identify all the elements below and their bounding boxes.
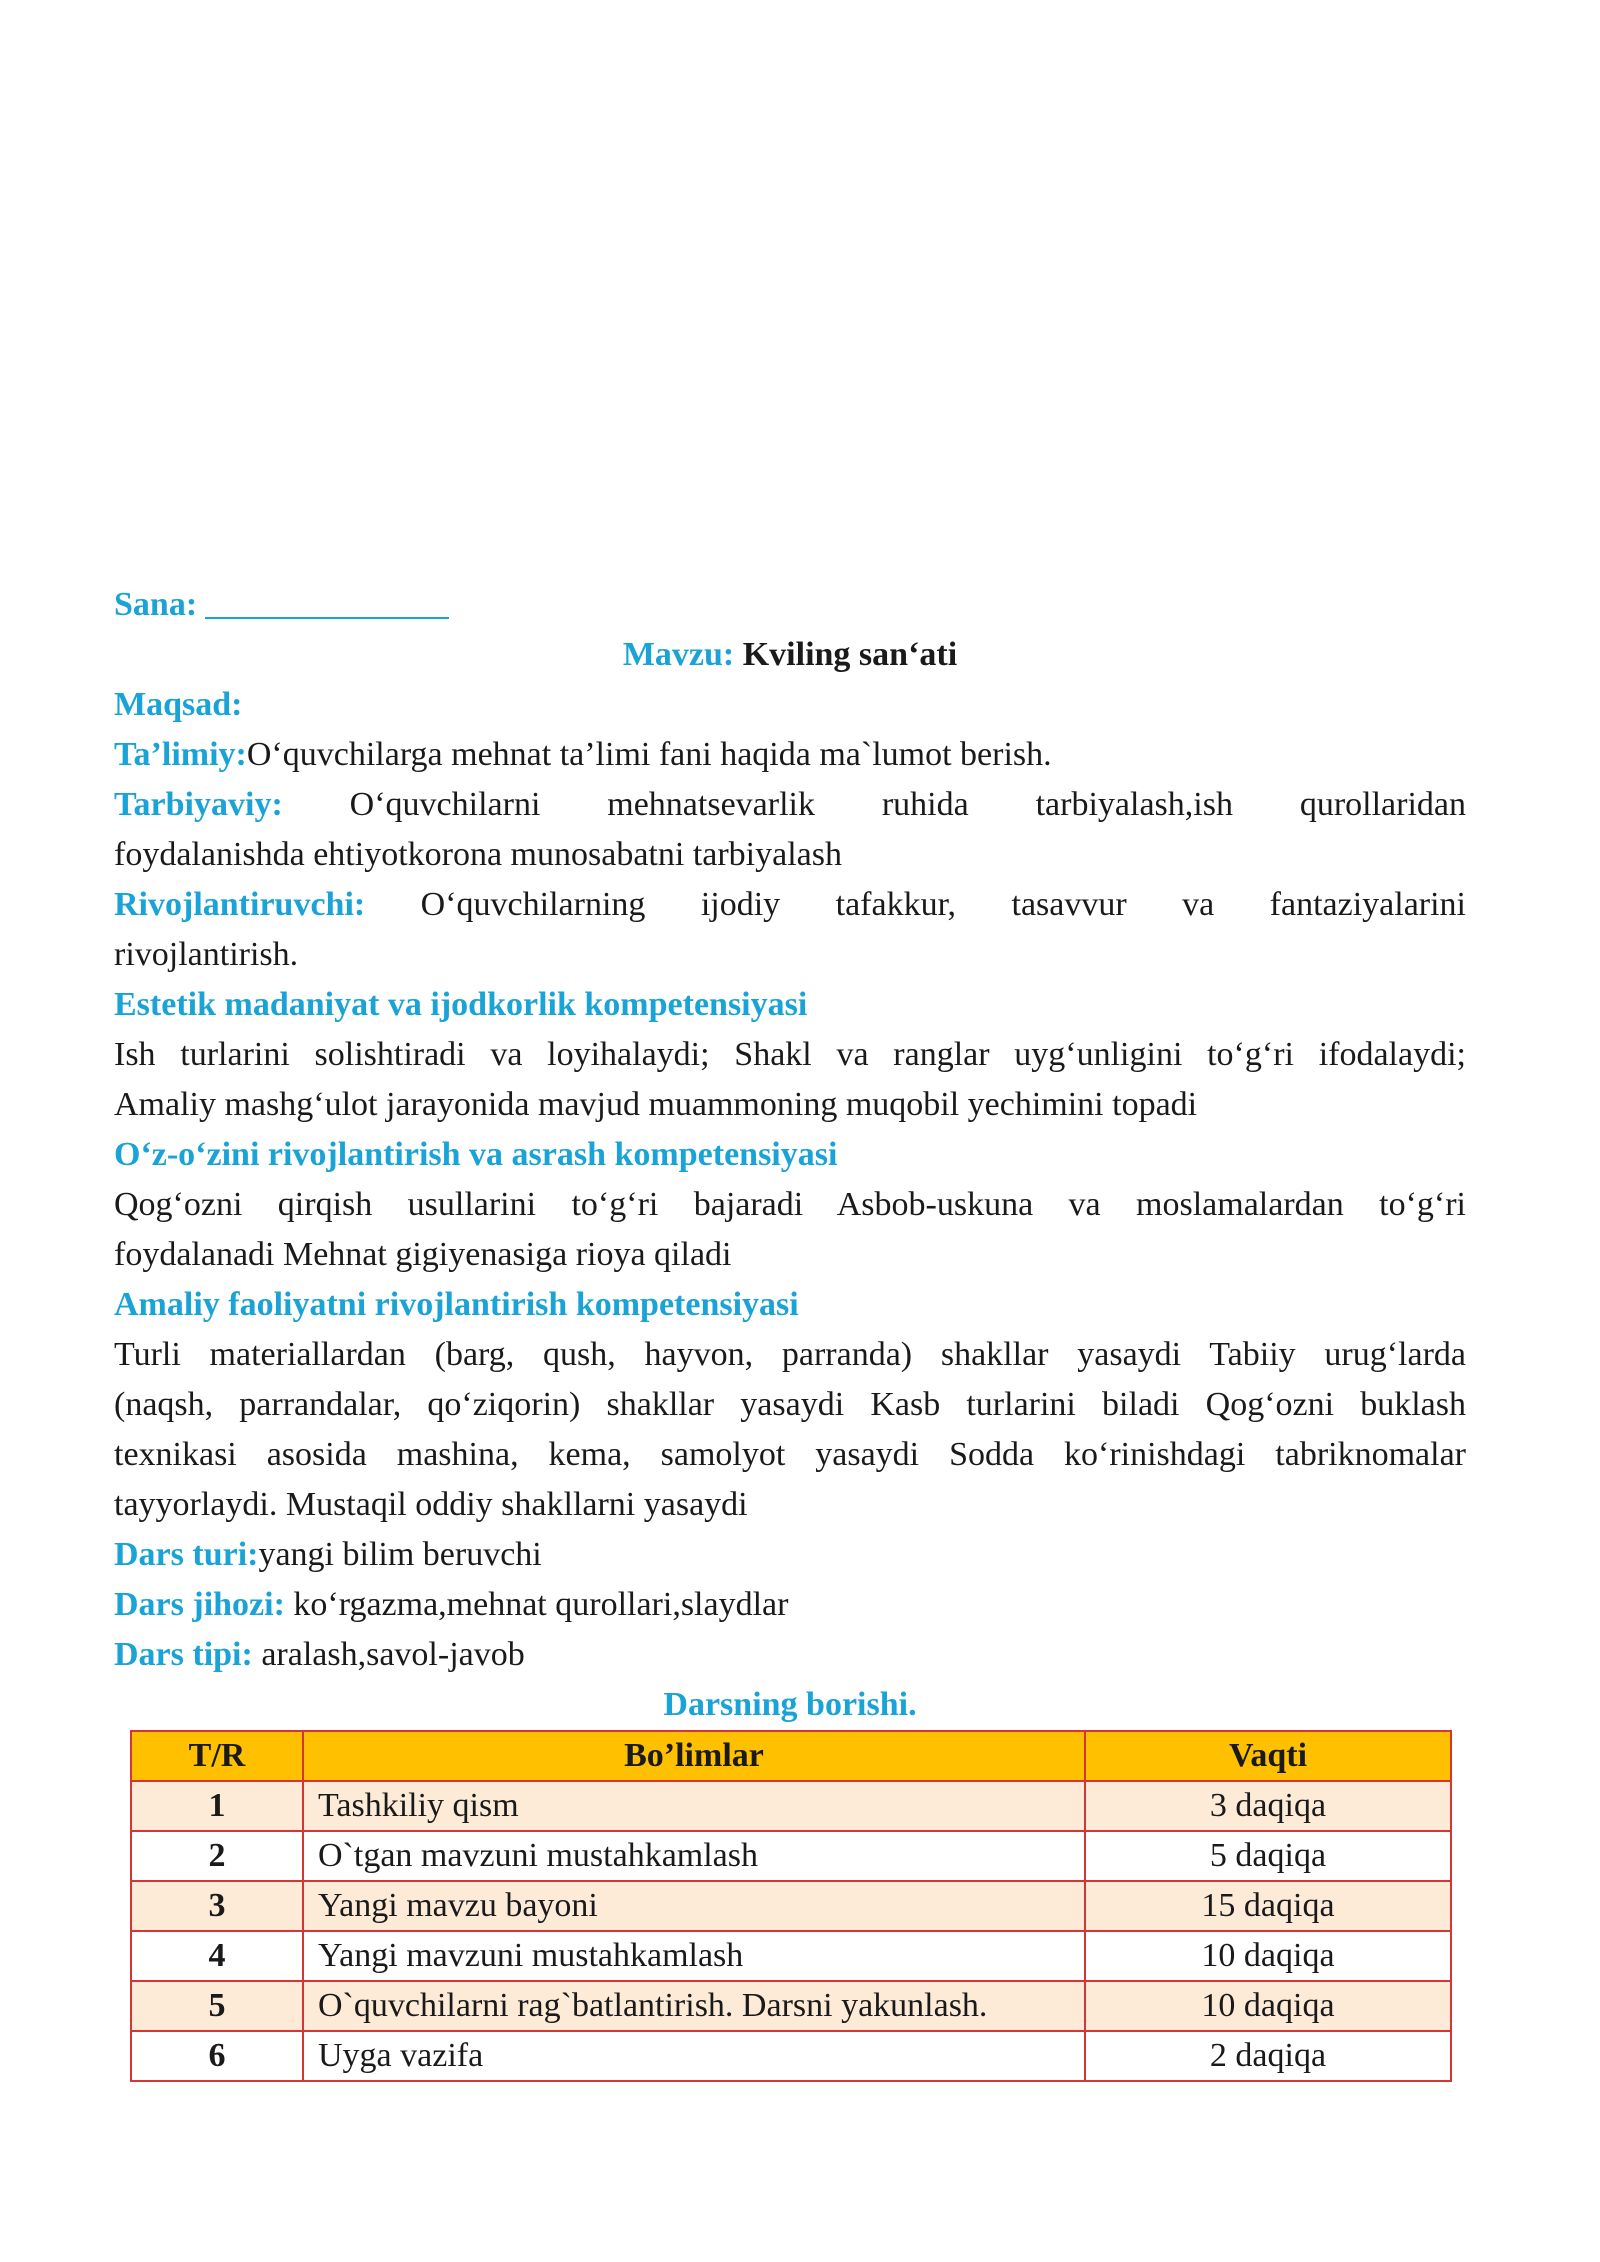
competency-title-2: O‘z-o‘zini rivojlantirish va asrash kompetensiyasi: [114, 1136, 838, 1173]
plan-title: Darsning borishi.: [663, 1686, 917, 1723]
competency-2-line-1: Qog‘ozni qirqish usullarini to‘g‘ri bajaradi Asbob-uskuna va moslamalardan to‘g‘ri: [114, 1186, 1466, 1223]
row-number: 1: [131, 1781, 303, 1831]
lesson-equipment-line: [114, 1580, 1466, 1630]
row-time: 10 daqiqa: [1085, 1981, 1451, 2031]
row-section: Tashkiliy qism: [303, 1781, 1085, 1831]
competency-3-line-3: texnikasi asosida mashina, kema, samolyot yasaydi Sodda ko‘rinishdagi tabriknomalar: [114, 1436, 1466, 1473]
table-row: [131, 1881, 1451, 1931]
topic-line: [114, 630, 1466, 680]
competency-3-line-1: Turli materiallardan (barg, qush, hayvon, parranda) shakllar yasaydi Tabiiy urug‘larda: [114, 1336, 1466, 1373]
lesson-equipment-label: Dars jihozi:: [114, 1586, 285, 1623]
developing-text-1: O‘quvchilarning ijodiy tafakkur, tasavvur va fantaziyalarini: [420, 886, 1466, 923]
table-row: [131, 1931, 1451, 1981]
lesson-kind-label: Dars tipi:: [114, 1636, 253, 1673]
date-label: Sana:: [114, 586, 198, 623]
lesson-type-label: Dars turi:: [114, 1536, 259, 1573]
header-number: T/R: [131, 1731, 303, 1781]
lesson-type-value: yangi bilim beruvchi: [258, 1536, 542, 1573]
row-section: O`quvchilarni rag`batlantirish. Darsni yakunlash.: [303, 1981, 1085, 2031]
upbringing-text-1: O‘quvchilarni mehnatsevarlik ruhida tarbiyalash,ish qurollaridan: [349, 786, 1466, 823]
upbringing-label: Tarbiyaviy:: [114, 786, 283, 823]
row-section: Yangi mavzu bayoni: [303, 1881, 1085, 1931]
row-time: 5 daqiqa: [1085, 1831, 1451, 1881]
table-row: [131, 1831, 1451, 1881]
table-row: [131, 2031, 1451, 2081]
row-number: 2: [131, 1831, 303, 1881]
lesson-plan-table: [130, 1730, 1452, 2082]
lesson-equipment-value: ko‘rgazma,mehnat qurollari,slaydlar: [284, 1586, 789, 1623]
table-header-row: [131, 1731, 1451, 1781]
topic-label: Mavzu:: [622, 636, 735, 673]
competency-1-line-1: Ish turlarini solishtiradi va loyihalaydi; Shakl va ranglar uyg‘unligini to‘g‘ri ifodalaydi;: [114, 1036, 1466, 1073]
topic-value: Kviling san‘ati: [742, 636, 958, 673]
educational-label: Ta’limiy:: [114, 736, 247, 773]
lesson-kind-value: aralash,savol-javob: [252, 1636, 525, 1673]
competency-title-1: Estetik madaniyat va ijodkorlik kompetensiyasi: [114, 986, 808, 1023]
developing-goal-line-2: rivojlantirish.: [114, 936, 299, 973]
row-time: 3 daqiqa: [1085, 1781, 1451, 1831]
competency-2-line-2: foydalanadi Mehnat gigiyenasiga rioya qiladi: [114, 1236, 732, 1273]
row-number: 3: [131, 1881, 303, 1931]
date-blank-underline: [205, 583, 449, 619]
date-line: [114, 580, 1466, 630]
educational-text: O‘quvchilarga mehnat ta’limi fani haqida ma`lumot berish.: [246, 736, 1052, 773]
competency-3-line-4: tayyorlaydi. Mustaqil oddiy shakllarni yasaydi: [114, 1486, 748, 1523]
row-time: 2 daqiqa: [1085, 2031, 1451, 2081]
table-row: [131, 1781, 1451, 1831]
educational-goal: [114, 730, 1466, 780]
lesson-kind-line: [114, 1630, 1466, 1680]
competency-title-3: Amaliy faoliyatni rivojlantirish kompetensiyasi: [114, 1286, 799, 1323]
row-time: 15 daqiqa: [1085, 1881, 1451, 1931]
lesson-type-line: [114, 1530, 1466, 1580]
competency-3-line-2: (naqsh, parrandalar, qo‘ziqorin) shakllar yasaydi Kasb turlarini biladi Qog‘ozni buklash: [114, 1386, 1466, 1423]
table-row: [131, 1981, 1451, 2031]
header-sections: Bo’limlar: [303, 1731, 1085, 1781]
header-time: Vaqti: [1085, 1731, 1451, 1781]
row-number: 6: [131, 2031, 303, 2081]
row-time: 10 daqiqa: [1085, 1931, 1451, 1981]
developing-goal-line-1: [114, 880, 1466, 930]
row-section: O`tgan mavzuni mustahkamlash: [303, 1831, 1085, 1881]
lesson-plan-page: [114, 580, 1466, 1730]
competency-1-line-2: Amaliy mashg‘ulot jarayonida mavjud muammoning muqobil yechimini topadi: [114, 1086, 1198, 1123]
row-number: 4: [131, 1931, 303, 1981]
row-section: Uyga vazifa: [303, 2031, 1085, 2081]
goal-heading: Maqsad:: [114, 686, 243, 723]
row-section: Yangi mavzuni mustahkamlash: [303, 1931, 1085, 1981]
upbringing-goal-line-2: foydalanishda ehtiyotkorona munosabatni tarbiyalash: [114, 836, 842, 873]
developing-label: Rivojlantiruvchi:: [114, 886, 366, 923]
upbringing-goal-line-1: [114, 780, 1466, 830]
row-number: 5: [131, 1981, 303, 2031]
